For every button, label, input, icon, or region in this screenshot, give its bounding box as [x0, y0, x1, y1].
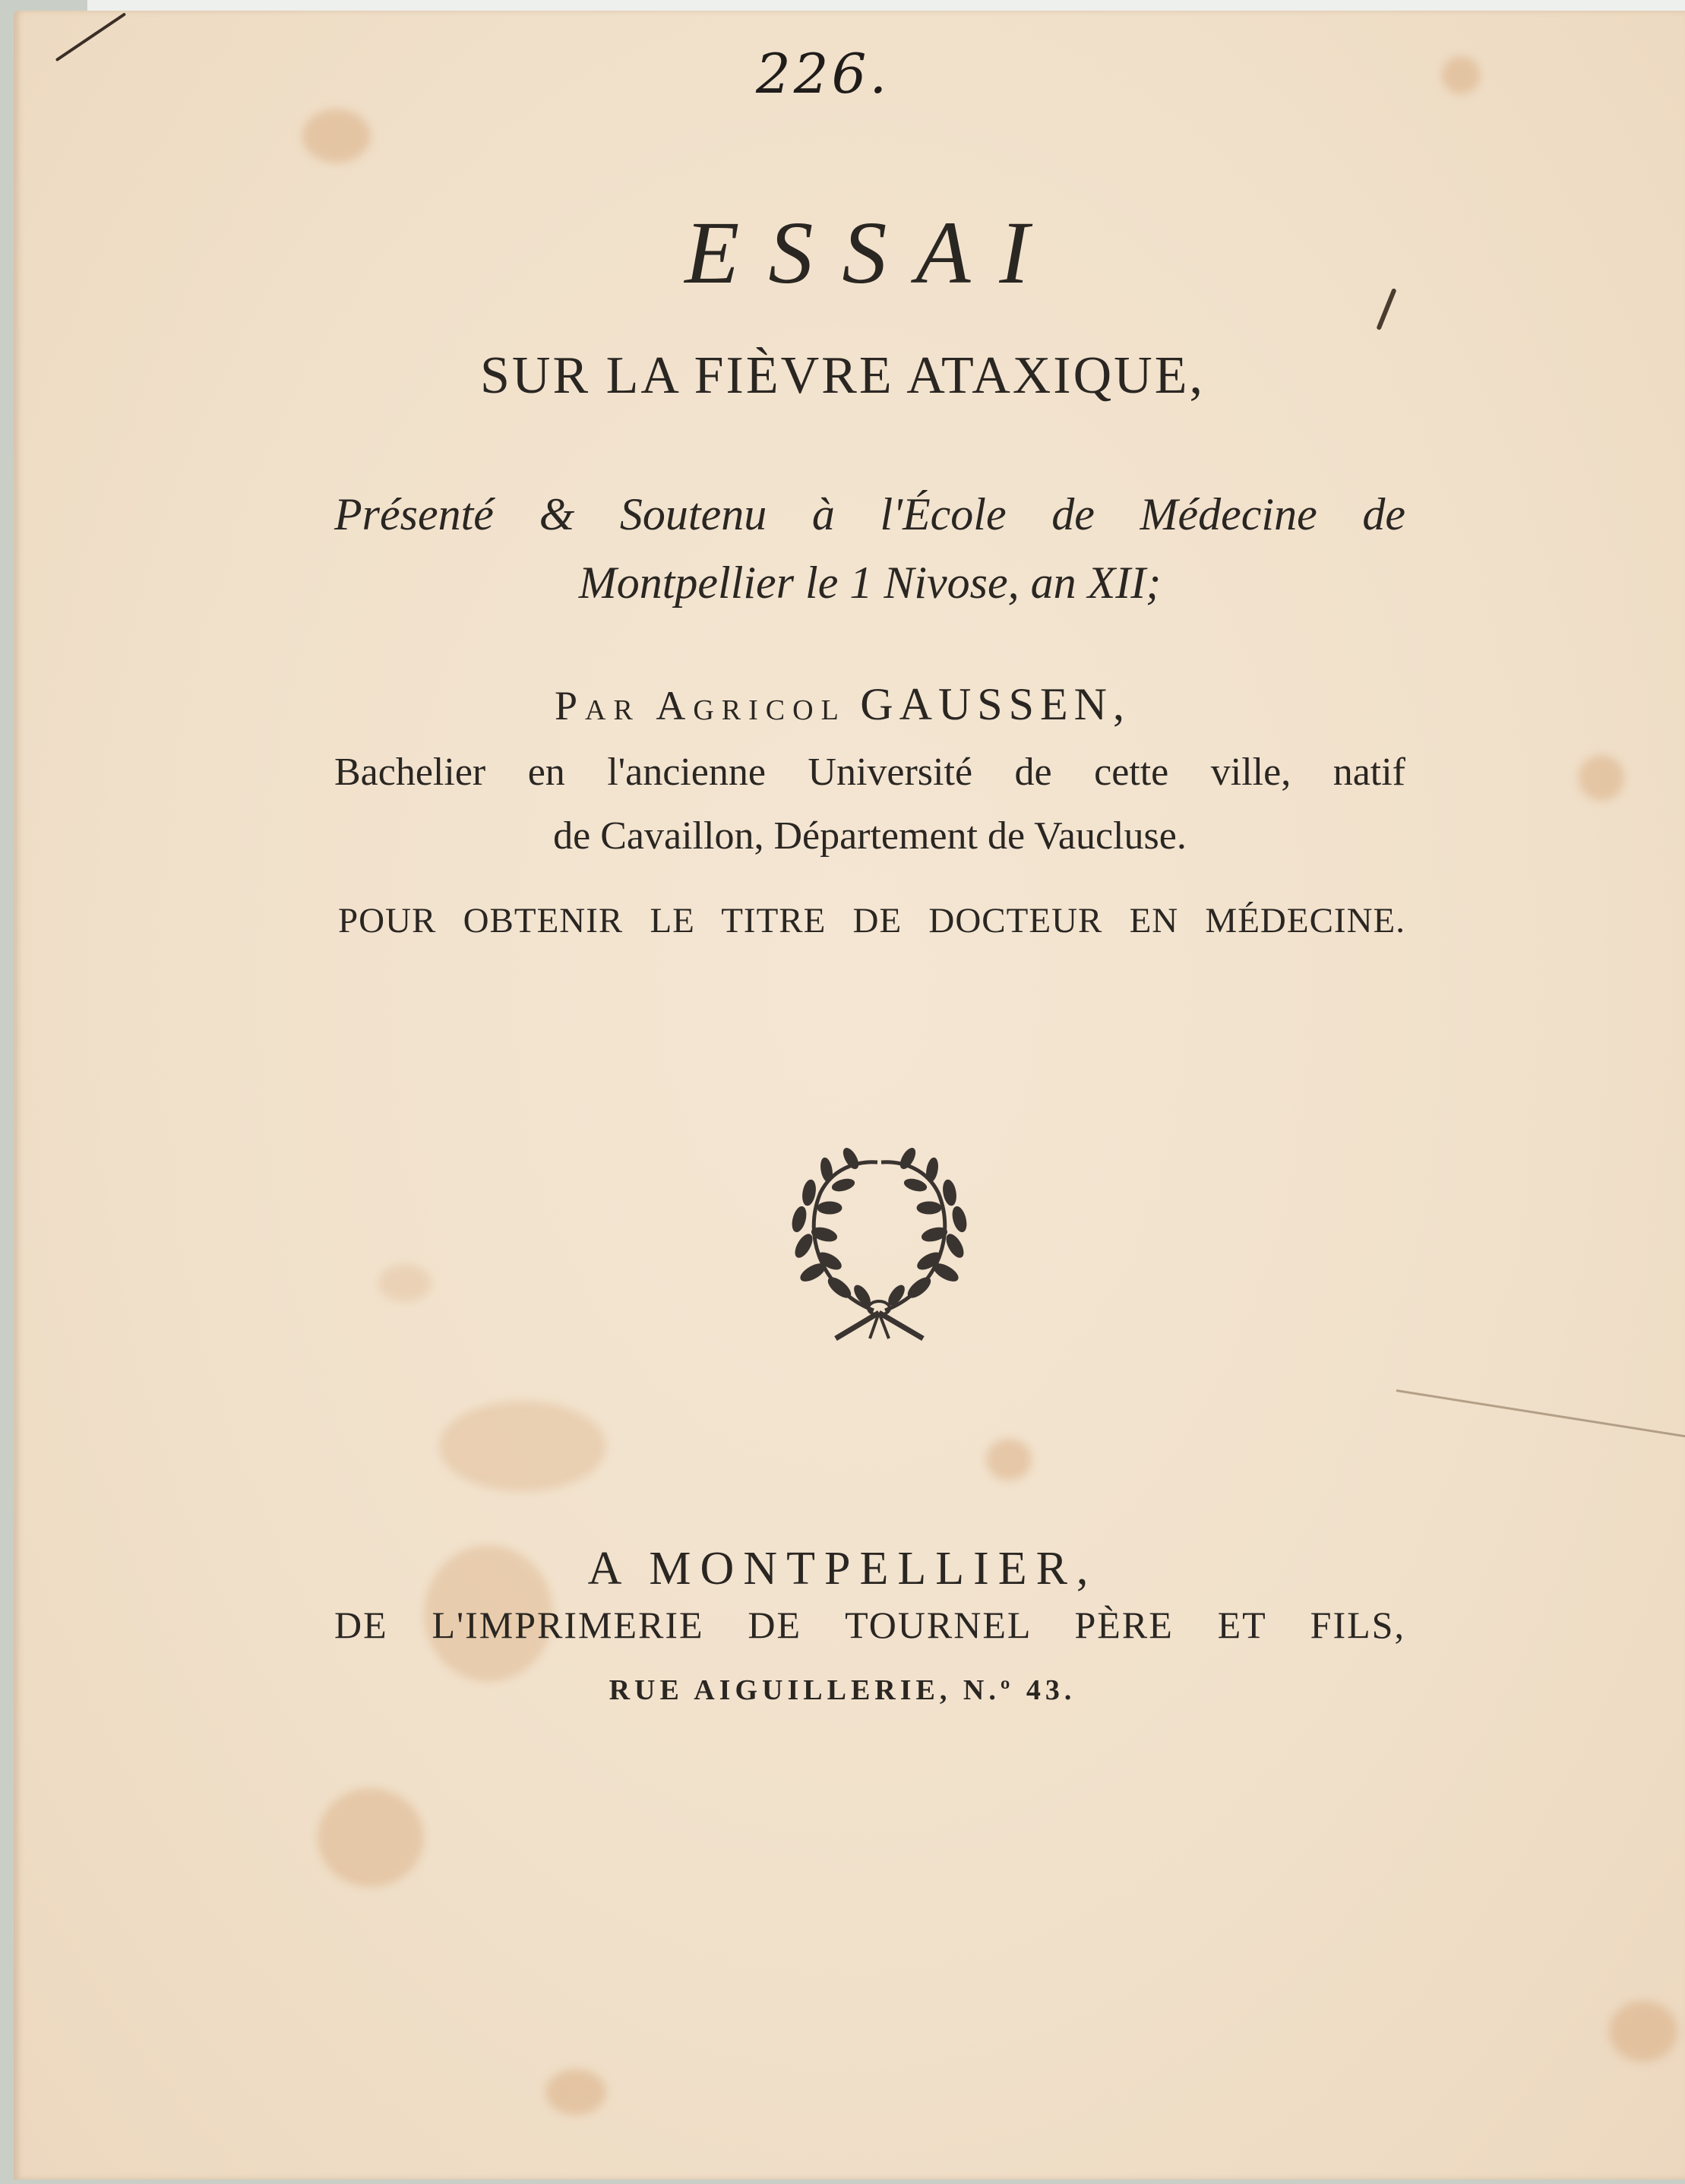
author-line — [0, 678, 1685, 731]
stain — [1579, 755, 1624, 801]
degree-line: POUR OBTENIR LE TITRE DE DOCTEUR EN MÉDECINE. — [338, 901, 1405, 940]
imprint-address: RUE AIGUILLERIE, N.º 43. — [609, 1674, 1076, 1706]
title: ESSAI — [684, 203, 1058, 302]
stain — [378, 1264, 432, 1302]
laurel-wreath-icon — [782, 1139, 976, 1345]
credentials-line-1: Bachelier en l'ancienne Université de cette ville, natif — [334, 751, 1405, 794]
author-prefix: Par Agricol — [555, 683, 846, 729]
stain — [986, 1439, 1032, 1481]
subtitle: SUR LA FIÈVRE ATAXIQUE, — [480, 346, 1205, 405]
stain — [318, 1788, 424, 1887]
presentation-line-2: Montpellier le 1 Nivose, an XII; — [578, 558, 1162, 608]
credentials-line-2: de Cavaillon, Département de Vaucluse. — [553, 814, 1187, 858]
title-page — [14, 11, 1685, 2179]
imprint-printer: DE L'IMPRIMERIE DE TOURNEL PÈRE ET FILS, — [334, 1604, 1405, 1646]
stain — [1442, 56, 1480, 94]
imprint-city: A MONTPELLIER, — [587, 1543, 1098, 1595]
stain — [1609, 2001, 1677, 2062]
scanner-top-strip — [87, 0, 1685, 11]
paper-crease — [1396, 1389, 1685, 1440]
stain — [545, 2069, 606, 2115]
handwritten-catalog-number: 226. — [756, 42, 890, 106]
stain — [439, 1401, 606, 1492]
stain — [302, 109, 371, 163]
author-surname: GAUSSEN, — [860, 679, 1130, 729]
presentation-line-1: Présenté & Soutenu à l'École de Médecine de — [334, 489, 1405, 539]
